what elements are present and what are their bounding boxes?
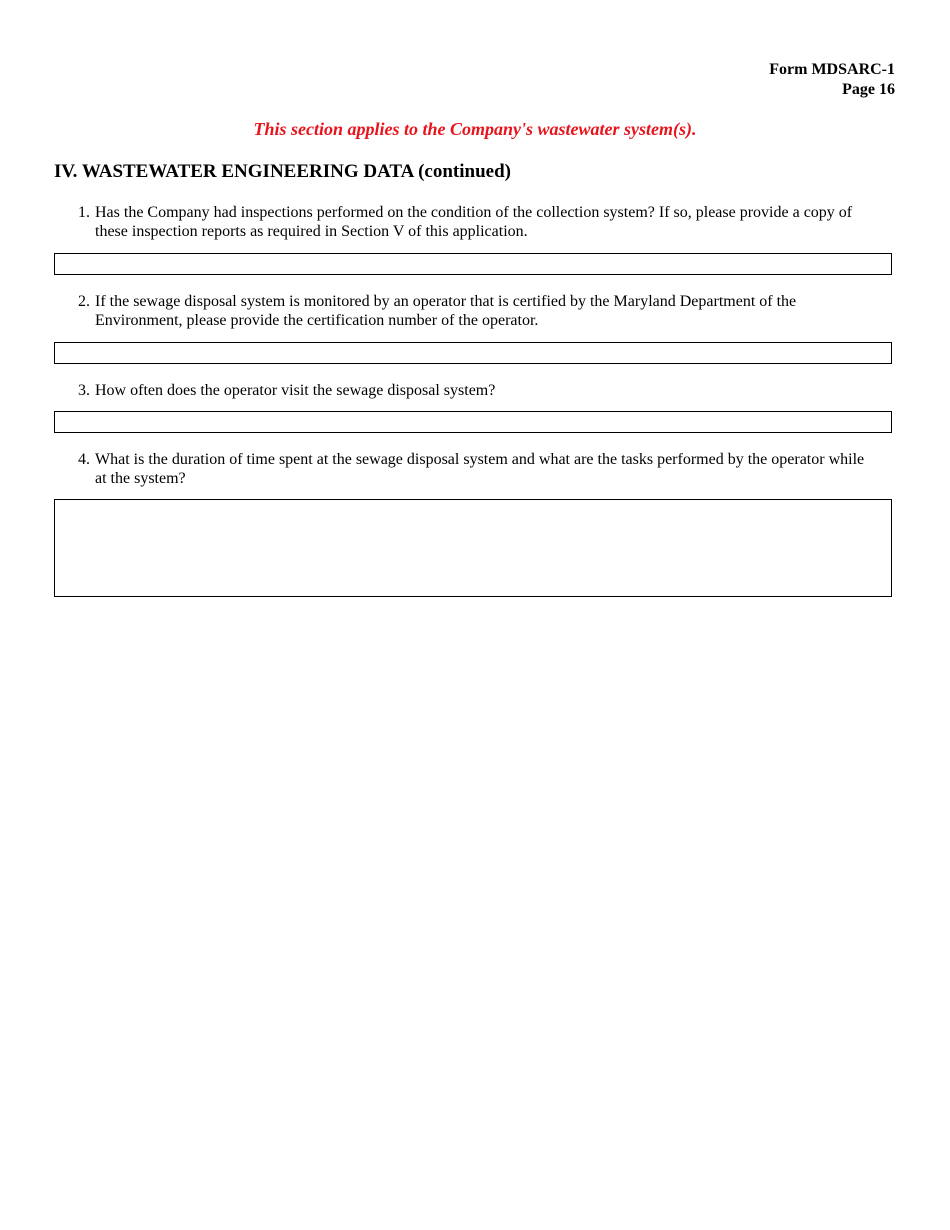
section-notice: This section applies to the Company's wastewater system(s). [253,119,697,139]
page-number: Page 16 [842,81,895,98]
question-1 [78,203,878,241]
question-number: 4. [78,451,90,468]
question-number: 2. [78,293,90,310]
answer-field-1[interactable] [54,253,892,275]
answer-field-3[interactable] [54,411,892,433]
form-id: Form MDSARC-1 [769,61,895,78]
question-4 [78,450,878,488]
question-text: What is the duration of time spent at the sewage disposal system and what are the tasks performed by the operator while at the system? [95,451,865,487]
question-text: Has the Company had inspections performed on the condition of the collection system? If so, please provide a copy of these inspection reports as required in Section V of this application. [95,204,853,240]
section-title: IV. WASTEWATER ENGINEERING DATA (continued) [54,161,511,182]
question-number: 3. [78,382,90,399]
question-number: 1. [78,204,90,221]
form-header [769,60,895,100]
question-text: If the sewage disposal system is monitored by an operator that is certified by the Maryland Department of the Environment, please provide the certification number of the operator. [95,293,797,329]
question-3 [78,381,878,400]
answer-field-2[interactable] [54,342,892,364]
question-2 [78,292,878,330]
question-text: How often does the operator visit the sewage disposal system? [95,382,496,399]
answer-field-4[interactable] [54,499,892,597]
